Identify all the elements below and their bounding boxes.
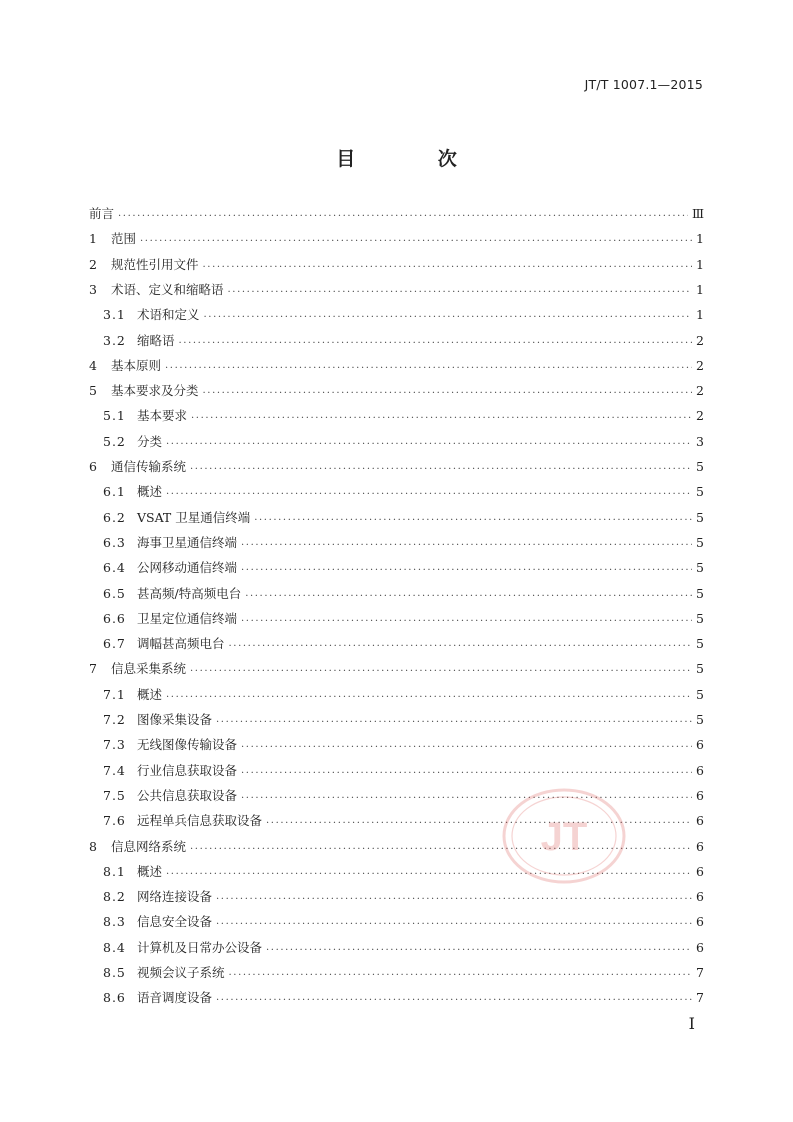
- toc-entry-page: 5: [696, 484, 704, 500]
- toc-entry-page: 5: [696, 686, 704, 702]
- toc-leader-dots: [166, 482, 692, 502]
- toc-entry[interactable]: [103, 710, 704, 730]
- toc-entry[interactable]: [103, 482, 704, 502]
- toc-entry-label: 图像采集设备: [137, 712, 213, 727]
- toc-entry-number: 6.3: [103, 534, 126, 550]
- toc-leader-dots: [203, 255, 692, 275]
- toc-entry-page: 6: [696, 787, 704, 803]
- toc-entry[interactable]: [103, 735, 704, 755]
- toc-entry-page: 6: [696, 737, 704, 753]
- toc-title: 目 次: [336, 148, 495, 170]
- toc-entry-label: VSAT 卫星通信终端: [137, 509, 251, 525]
- toc-entry-page: 7: [696, 990, 704, 1006]
- toc-entry-page: 6: [696, 863, 704, 879]
- toc-entry-label: 术语和定义: [137, 307, 200, 323]
- toc-leader-dots: [228, 280, 692, 300]
- toc-entry[interactable]: [89, 659, 704, 679]
- toc-entry-page: 7: [696, 965, 704, 980]
- toc-leader-dots: [241, 761, 692, 781]
- toc-entry-label: 缩略语: [137, 332, 175, 348]
- toc-leader-dots: [190, 659, 692, 679]
- toc-entry[interactable]: [89, 356, 704, 376]
- toc-entry-label: 前言: [89, 206, 115, 221]
- toc-entry-number: 7.1: [103, 686, 126, 702]
- toc-entry-number: 3.2: [103, 332, 126, 348]
- toc-entry-page: 2: [696, 383, 704, 399]
- toc-entry-page: 1: [696, 231, 704, 247]
- toc-entry-number: 7.4: [103, 762, 126, 778]
- toc-entry-number: 8: [89, 838, 97, 854]
- toc-entry[interactable]: [103, 558, 704, 578]
- toc-entry-number: 7.3: [103, 737, 126, 753]
- toc-leader-dots: [166, 685, 692, 705]
- toc-leader-dots: [191, 406, 692, 426]
- toc-entry[interactable]: [103, 938, 704, 958]
- toc-entry-label: 范围: [111, 231, 137, 247]
- toc-entry-number: 6.1: [103, 484, 126, 500]
- toc-entry-page: 1: [696, 256, 704, 272]
- toc-entry-label: 计算机及日常办公设备: [137, 939, 263, 955]
- toc-entry-label: 无线图像传输设备: [137, 737, 238, 753]
- toc-entry[interactable]: [103, 508, 704, 528]
- toc-entry-label: 通信传输系统: [111, 459, 187, 474]
- toc-leader-dots: [241, 533, 692, 553]
- toc-entry-number: 8.4: [103, 939, 126, 955]
- toc-entry[interactable]: [103, 331, 704, 351]
- toc-entry-label: 概述: [137, 863, 163, 879]
- toc-entry-page: 2: [696, 408, 704, 424]
- toc-leader-dots: [241, 558, 692, 578]
- toc-entry-page: 6: [696, 914, 704, 930]
- toc-entry-page: 5: [696, 610, 704, 626]
- toc-entry-number: 1: [89, 231, 97, 247]
- toc-entry-number: 6.6: [103, 610, 126, 626]
- toc-entry[interactable]: [89, 280, 704, 300]
- toc-entry-number: 5.2: [103, 433, 126, 449]
- toc-entry-label: 信息采集系统: [111, 661, 187, 677]
- toc-entry[interactable]: [103, 406, 704, 426]
- toc-leader-dots: [216, 710, 692, 730]
- toc-entry-label: 概述: [137, 484, 163, 500]
- toc-entry[interactable]: [103, 887, 704, 907]
- toc-entry-label: 分类: [137, 433, 163, 449]
- toc-entry-number: 4: [89, 357, 97, 373]
- toc-entry-page: 5: [696, 585, 704, 601]
- toc-entry-number: 8.2: [103, 889, 126, 905]
- toc-entry[interactable]: [103, 963, 704, 983]
- toc-entry-label: 信息安全设备: [137, 914, 213, 930]
- toc-entry-number: 8.3: [103, 914, 126, 930]
- toc-entry-label: 语音调度设备: [137, 990, 213, 1006]
- toc-leader-dots: [241, 609, 692, 629]
- toc-leader-dots: [118, 204, 688, 224]
- watermark-text: JT: [540, 815, 588, 859]
- toc-entry-page: 6: [696, 762, 704, 778]
- toc-entry-label: 概述: [137, 686, 163, 702]
- toc-entry-page: Ⅲ: [691, 206, 704, 221]
- toc-entry-page: 2: [696, 332, 704, 348]
- toc-entry-label: 海事卫星通信终端: [137, 534, 238, 550]
- toc-entry[interactable]: [89, 229, 704, 249]
- toc-entry-page: 6: [696, 813, 704, 829]
- toc-entry-page: 2: [696, 357, 704, 373]
- toc-entry-number: 5.1: [103, 408, 126, 424]
- toc-entry-page: 5: [696, 509, 704, 525]
- toc-entry-page: 5: [696, 534, 704, 550]
- toc-entry-page: 5: [696, 459, 704, 474]
- toc-entry-label: 行业信息获取设备: [137, 762, 238, 778]
- toc-entry-label: 基本原则: [111, 357, 162, 373]
- toc-entry[interactable]: [103, 634, 704, 654]
- toc-entry[interactable]: [103, 912, 704, 932]
- toc-entry[interactable]: [103, 988, 704, 1008]
- toc-entry-number: 5: [89, 383, 97, 399]
- toc-entry-number: 6: [89, 459, 97, 474]
- toc-entry[interactable]: [103, 432, 704, 452]
- toc-entry-page: 5: [696, 636, 704, 652]
- toc-entry-number: 6.5: [103, 585, 126, 601]
- toc-leader-dots: [266, 938, 692, 958]
- toc-leader-dots: [140, 229, 692, 249]
- toc-entry-label: 网络连接设备: [137, 889, 213, 905]
- toc-entry-number: 6.4: [103, 560, 126, 576]
- toc-entry[interactable]: [89, 457, 704, 477]
- toc-leader-dots: [204, 305, 692, 325]
- toc-entry-number: 8.5: [103, 965, 126, 980]
- toc-entry-number: 7.5: [103, 787, 126, 803]
- toc-entry-label: 卫星定位通信终端: [137, 610, 238, 626]
- toc-entry-number: 7.6: [103, 813, 126, 829]
- toc-entry-page: 5: [696, 712, 704, 727]
- toc-entry[interactable]: [103, 533, 704, 553]
- toc-entry-page: 5: [696, 661, 704, 677]
- toc-entry[interactable]: [89, 204, 704, 224]
- toc-entry-label: 信息网络系统: [111, 838, 187, 854]
- toc-entry-number: 7: [89, 661, 97, 677]
- toc-entry-page: 6: [696, 838, 704, 854]
- toc-leader-dots: [229, 634, 692, 654]
- jt-watermark-stamp: [500, 786, 628, 886]
- toc-entry[interactable]: [89, 255, 704, 275]
- toc-entry-page: 3: [696, 433, 704, 449]
- toc-leader-dots: [166, 432, 692, 452]
- toc-entry[interactable]: [103, 609, 704, 629]
- toc-entry-label: 甚高频/特高频电台: [137, 585, 242, 601]
- toc-entry-label: 视频会议子系统: [137, 965, 225, 980]
- toc-entry-label: 术语、定义和缩略语: [111, 281, 224, 297]
- toc-entry-number: 2: [89, 256, 97, 272]
- toc-entry-number: 7.2: [103, 712, 126, 727]
- toc-entry[interactable]: [103, 584, 704, 604]
- toc-leader-dots: [216, 912, 692, 932]
- toc-entry-page: 6: [696, 889, 704, 905]
- toc-entry-page: 1: [696, 281, 704, 297]
- toc-leader-dots: [245, 584, 692, 604]
- toc-entry-label: 规范性引用文件: [111, 256, 199, 272]
- toc-entry-number: 3.1: [103, 307, 126, 323]
- toc-leader-dots: [241, 735, 692, 755]
- toc-leader-dots: [165, 356, 692, 376]
- toc-entry-number: 6.7: [103, 636, 126, 652]
- toc-entry-page: 1: [696, 307, 704, 323]
- toc-leader-dots: [216, 887, 692, 907]
- toc-leader-dots: [203, 381, 692, 401]
- toc-leader-dots: [266, 811, 692, 831]
- toc-entry-label: 公网移动通信终端: [137, 560, 238, 576]
- toc-leader-dots: [190, 457, 692, 477]
- toc-entry-number: 3: [89, 281, 97, 297]
- toc-entry-number: 8.1: [103, 863, 126, 879]
- toc-leader-dots: [179, 331, 692, 351]
- toc-entry-label: 远程单兵信息获取设备: [137, 813, 263, 829]
- toc-entry-number: 6.2: [103, 509, 126, 525]
- toc-entry-label: 基本要求: [137, 408, 188, 424]
- toc-entry[interactable]: [103, 685, 704, 705]
- toc-entry-number: 8.6: [103, 990, 126, 1006]
- toc-entry[interactable]: [89, 381, 704, 401]
- page-number: I: [688, 1014, 695, 1033]
- toc-leader-dots: [229, 963, 692, 983]
- toc-entry[interactable]: [103, 761, 704, 781]
- toc-entry-label: 基本要求及分类: [111, 383, 199, 399]
- toc-entry-page: 5: [696, 560, 704, 576]
- toc-entry[interactable]: [103, 305, 704, 325]
- toc-entry-label: 调幅甚高频电台: [137, 636, 225, 652]
- toc-leader-dots: [254, 508, 692, 528]
- toc-entry-label: 公共信息获取设备: [137, 787, 238, 803]
- standard-code: JT/T 1007.1—2015: [584, 77, 703, 92]
- toc-entry-page: 6: [696, 939, 704, 955]
- toc-leader-dots: [216, 988, 692, 1008]
